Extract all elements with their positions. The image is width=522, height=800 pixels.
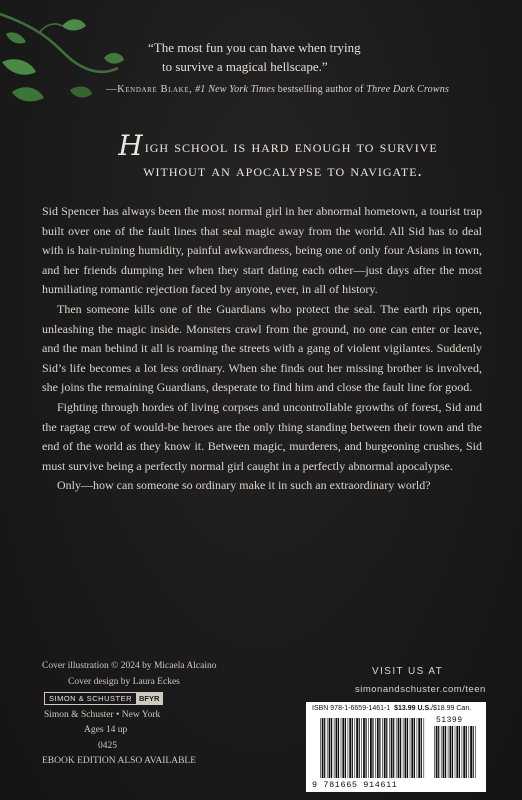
ebook-note: EBOOK EDITION ALSO AVAILABLE [42, 756, 197, 766]
barcode-price [434, 726, 478, 778]
barcode-bar [377, 718, 379, 778]
barcode-bar [372, 718, 373, 778]
barcode-bar [342, 718, 344, 778]
barcode-bar [320, 718, 321, 778]
barcode-bar [434, 726, 435, 778]
barcode-bar [398, 718, 400, 778]
isbn-price-line [312, 705, 471, 712]
headline-line-2: without an apocalypse to navigate. [143, 161, 423, 180]
barcode-bar [329, 718, 331, 778]
barcode-bar [366, 718, 367, 778]
synopsis-paragraph: Sid Spencer has always been the most normal girl in her abnormal hometown, a tourist trap built over one of the fault lines that seal magic away from the world. All Sid has to deal with is hair-ruining humidity, painful awkwardness, being one of only four Asians in town, and her friends dumping her when they start dating each other—just days after the most humiliating romantic rejection faced by anyone, ever, in all of history. [42, 204, 482, 297]
barcode-bar [405, 718, 407, 778]
barcode-bar [338, 718, 339, 778]
barcode-box [306, 702, 486, 792]
barcode-bar [456, 726, 458, 778]
headline-line-1 [108, 129, 448, 162]
barcode-bar [393, 718, 394, 778]
synopsis [42, 202, 482, 496]
barcode-bar [327, 718, 328, 778]
barcode-bar [361, 718, 362, 778]
barcode-bar [368, 718, 369, 778]
barcode-bar [407, 718, 408, 778]
barcode-bar [470, 726, 472, 778]
review-quote [148, 38, 488, 76]
attribution-book: Three Dark Crowns [366, 84, 450, 95]
barcode-bar [411, 718, 413, 778]
barcode-bar [345, 718, 346, 778]
barcode-bar [400, 718, 401, 778]
barcode-bar [348, 718, 349, 778]
barcode-bar [418, 718, 420, 778]
barcode-bar [386, 718, 387, 778]
barcode-bar [452, 726, 453, 778]
barcode-bar [473, 726, 474, 778]
print-code: 0425 [98, 740, 117, 751]
quote-line-1: “The most fun you can have when trying [148, 40, 361, 55]
synopsis-paragraph: Then someone kills one of the Guardians who protect the seal. The earth rips open, unleashing the magic inside. Monsters crawl from the ground, no one can enter or leave, and the man behind it all is roaming the streets with a gang of violent vigilantes. Suddenly Sid’s life becomes a lot less ordinary. When she finds out her missing brother is involved, she joins the remaining Guardians, desperate to find him and close the fault line for good. [42, 301, 482, 395]
barcode-bar [469, 726, 470, 778]
barcode-bar [410, 718, 411, 778]
barcode-bar [355, 718, 356, 778]
barcode-bar [448, 726, 449, 778]
credits [42, 659, 242, 770]
barcode-bar [384, 718, 386, 778]
barcode-bar [459, 726, 460, 778]
barcode-bar [462, 726, 463, 778]
visit-label: VISIT US AT [372, 666, 444, 677]
barcode-bar [417, 718, 418, 778]
headline [108, 129, 448, 183]
headline-line-1-rest: igh school is hard enough to survive [144, 137, 438, 156]
barcode-bar [436, 726, 438, 778]
barcode-bar [370, 718, 372, 778]
barcode-bar [438, 726, 439, 778]
barcode-bar [396, 718, 397, 778]
imprint-logo-bfyr: BFYR [136, 693, 162, 704]
barcode-bar [389, 718, 390, 778]
price-us: $13.99 U.S. [394, 705, 432, 712]
barcode-bar [391, 718, 393, 778]
barcode-bar [424, 718, 425, 778]
quote-line-2: to survive a magical hellscape.” [162, 59, 328, 74]
barcode-bar [363, 718, 365, 778]
barcode-bar [356, 718, 358, 778]
barcode-bar [359, 718, 360, 778]
barcode-bar [336, 718, 338, 778]
barcode-bar [441, 726, 442, 778]
imprint-logo-text: SIMON & SCHUSTER [49, 694, 133, 703]
age-range: Ages 14 up [84, 725, 128, 735]
barcode-bar [334, 718, 335, 778]
barcode-bar [349, 718, 351, 778]
barcode-bar [403, 718, 404, 778]
attribution-name: —Kendare Blake, [106, 84, 193, 95]
barcode-bar [463, 726, 465, 778]
barcode-bar [421, 718, 422, 778]
synopsis-paragraph: Only—how can someone so ordinary make it in such an extraordinary world? [57, 478, 431, 493]
isbn-label: ISBN 978-1-6659-1461-1 [312, 705, 391, 712]
barcode-bar [379, 718, 380, 778]
barcode-bar [352, 718, 353, 778]
attribution-rank: #1 [192, 84, 209, 95]
barcode-bar [445, 726, 446, 778]
website-link[interactable]: simonandschuster.com/teen [355, 684, 486, 695]
publisher-line: Simon & Schuster • New York [44, 709, 161, 720]
barcode-bar [450, 726, 452, 778]
barcode-bar [414, 718, 415, 778]
price-can: /$18.99 Can. [431, 705, 472, 712]
imprint-logo [44, 692, 163, 705]
barcode-bar [324, 718, 325, 778]
price-code: 51399 [436, 716, 463, 725]
attribution-mid: bestselling author of [275, 84, 367, 95]
cover-design-credit: Cover design by Laura Eckes [68, 676, 180, 687]
barcode-bar [466, 726, 467, 778]
barcode-bar [331, 718, 332, 778]
barcode-bar [375, 718, 376, 778]
barcode-bar [382, 718, 383, 778]
barcode-bar [322, 718, 324, 778]
barcode-bar [455, 726, 456, 778]
barcode-bar [475, 726, 476, 778]
barcode-bar [341, 718, 342, 778]
quote-attribution [106, 84, 506, 95]
cover-illustration-credit: Cover illustration © 2024 by Micaela Alcaino [42, 661, 217, 671]
isbn-number: 9 781665 914611 [312, 780, 398, 790]
headline-drop-cap: H [118, 129, 144, 162]
attribution-list: New York Times [208, 84, 276, 95]
barcode-bar [443, 726, 445, 778]
barcode-main [320, 718, 426, 778]
synopsis-paragraph: Fighting through hordes of living corpses and uncontrollable growths of forest, Sid and the ragtag crew of would-be heroes are the only thing standing between their town and the end of the world as they know it. Between magic, murderers, and burgeoning crushes, Sid must survive being a perfectly normal girl caught in a perfectly abnormal apocalypse. [42, 399, 482, 473]
